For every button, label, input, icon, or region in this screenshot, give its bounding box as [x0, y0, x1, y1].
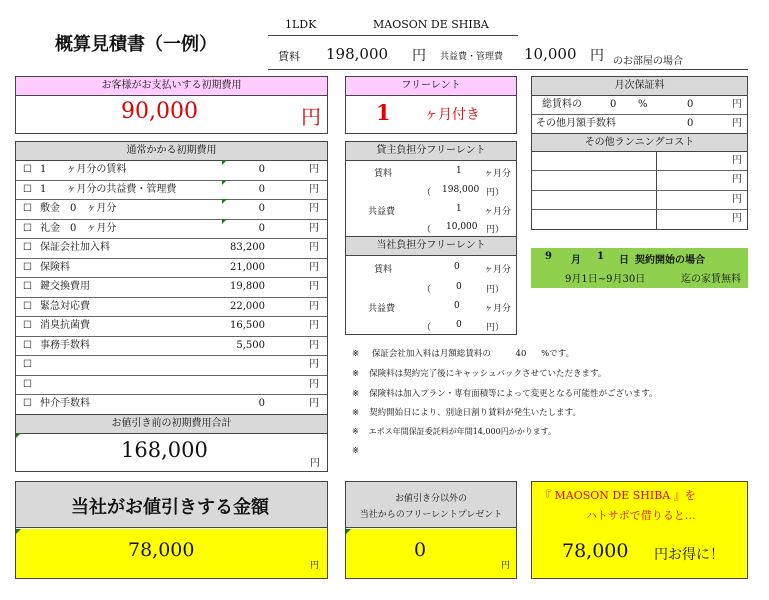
owner-rent-months-unit: ヶ月分 [484, 169, 512, 179]
cost-amount: 0 [258, 222, 265, 234]
cost-label: 1 ヶ月分の賃料 [40, 164, 127, 175]
cost-row [16, 199, 327, 220]
cost-label: 緊急対応費 [40, 300, 90, 312]
cost-unit: 円 [309, 164, 319, 175]
cost-row [16, 394, 327, 414]
owner-common-months-unit: ヶ月分 [484, 207, 512, 217]
cost-unit: 円 [309, 222, 319, 234]
company-rent-label: 賃料 [374, 265, 393, 275]
note-line [352, 367, 606, 379]
company-free-rent-box [345, 237, 517, 335]
contract-day: 1 [597, 251, 604, 262]
contract-range-suffix: 迄の家賃無料 [681, 274, 741, 285]
note-text: 保証会社加入料は月額総賃料の [371, 349, 491, 359]
company-free-rent-heading: 当社負担分フリーレント [346, 237, 516, 256]
cost-amount: 5,500 [236, 339, 265, 351]
checkbox[interactable]: ☐ [23, 164, 32, 175]
present-heading-1: お値引き分以外の [394, 494, 467, 504]
owner-rent-open: （ [422, 188, 432, 198]
note-line [352, 347, 574, 359]
contract-range: 9月1日~9月30日 [565, 274, 646, 285]
cost-label: 鍵交換費用 [40, 281, 90, 293]
present-heading-2: 当社からのフリーレントプレゼント [359, 510, 503, 520]
owner-rent-amount: 198,000 [442, 185, 480, 195]
savings-line2: ハトサポで借りると… [586, 509, 696, 522]
cost-label: 敷金 0 ヶ月分 [40, 203, 117, 215]
running-cost-unit: 円 [732, 193, 742, 205]
discount-heading: 当社がお値引きする金額 [71, 497, 269, 518]
guarantee-unit: 円 [732, 99, 742, 110]
owner-common-amount: 10,000 [446, 222, 478, 232]
cost-unit: 円 [309, 320, 319, 332]
standard-costs-box [15, 141, 328, 472]
property-name: MAOSON DE SHIBA [373, 18, 489, 31]
company-common-open: （ [422, 323, 432, 333]
cost-row [16, 219, 327, 240]
owner-rent-close: 円） [486, 188, 505, 198]
running-cost-row [532, 190, 747, 210]
company-common-months: 0 [454, 301, 460, 311]
running-cost-unit: 円 [732, 174, 742, 186]
common-fee-yen: 円 [590, 48, 604, 64]
notes [352, 347, 762, 467]
owner-free-rent-heading: 貸主負担分フリーレント [346, 142, 516, 161]
owner-rent-months: 1 [456, 166, 462, 176]
guarantee-row [532, 114, 747, 133]
note-mark: ※ [352, 446, 360, 456]
cost-row [16, 375, 327, 396]
cost-row [16, 238, 327, 259]
note-mark: ※ [352, 369, 360, 379]
cost-label: 仲介手数料 [40, 398, 90, 410]
cost-unit: 円 [309, 300, 319, 312]
guarantee-unit: 円 [732, 118, 742, 130]
note-line [352, 387, 657, 399]
guarantee-label: 総賃料の [542, 99, 582, 110]
discount-unit: 円 [310, 561, 320, 571]
running-cost-box [531, 134, 748, 230]
cost-amount: 0 [258, 164, 265, 175]
standard-costs-heading: 通常かかる初期費用 [16, 142, 327, 161]
cost-label: 事務手数料 [40, 339, 90, 351]
company-rent-months: 0 [454, 262, 460, 272]
note-mark: ※ [352, 427, 359, 436]
cost-amount: 21,000 [230, 261, 265, 273]
company-rent-open: （ [422, 285, 432, 295]
company-common-amount: 0 [456, 320, 462, 330]
present-amount: 0 [414, 539, 427, 561]
subtotal-amount: 168,000 [121, 438, 208, 462]
cost-row [16, 160, 327, 181]
company-rent-close: 円） [486, 285, 505, 295]
guarantee-amount: 0 [687, 118, 694, 130]
initial-payment-amount: 90,000 [121, 99, 198, 124]
layout-type: 1LDK [285, 18, 317, 31]
checkbox[interactable]: ☐ [23, 359, 32, 371]
cost-row [16, 180, 327, 201]
guarantee-row [532, 95, 747, 115]
note-mark: ※ [352, 408, 360, 418]
discount-box [15, 481, 328, 579]
header-suffix: のお部屋の場合 [613, 56, 683, 67]
rent-value: 198,000 [326, 45, 389, 63]
note-text: 保険料は加入プラン・専有面積等によって変更となる可能性がございます。 [369, 389, 658, 399]
company-rent-amount: 0 [456, 282, 462, 292]
cost-row [16, 316, 327, 337]
checkbox[interactable]: ☐ [23, 242, 32, 254]
cost-unit: 円 [309, 378, 319, 390]
note-pct: 40 [515, 349, 527, 359]
cost-unit: 円 [309, 242, 319, 254]
free-rent-months: 1 [376, 100, 391, 125]
note-text: %です。 [541, 349, 574, 359]
savings-close: 』を [673, 489, 696, 502]
common-fee-value: 10,000 [524, 45, 577, 63]
cost-row [16, 297, 327, 318]
running-cost-heading: その他ランニングコスト [532, 134, 747, 152]
guarantee-rate: 0 [610, 99, 617, 110]
savings-open: 『 [540, 489, 551, 502]
free-rent-heading: フリーレント [346, 77, 516, 96]
checkbox[interactable]: ☐ [23, 339, 32, 351]
cost-amount: 0 [258, 183, 265, 195]
note-text: エポス年間保証委託料が年間14,000円かかります。 [368, 427, 557, 436]
guarantee-label: その他月額手数料 [536, 118, 616, 130]
cost-label: 保険料 [40, 261, 70, 273]
owner-rent-label: 賃料 [374, 169, 393, 179]
present-box [345, 481, 517, 579]
rent-label: 賃料 [278, 50, 300, 63]
cost-unit: 円 [309, 359, 319, 371]
common-fee-label: 共益費・管理費 [440, 52, 504, 62]
initial-payment-unit: 円 [301, 105, 321, 129]
running-cost-row [532, 170, 747, 190]
checkbox[interactable]: ☐ [23, 398, 32, 410]
guarantee-amount: 0 [687, 99, 694, 110]
checkbox[interactable]: ☐ [23, 300, 32, 312]
cost-unit: 円 [309, 339, 319, 351]
guarantee-pct: % [638, 99, 648, 110]
note-line [352, 406, 581, 418]
rent-yen: 円 [412, 48, 426, 64]
note-mark: ※ [352, 349, 360, 359]
owner-free-rent-box [345, 141, 517, 237]
cost-unit: 円 [309, 203, 319, 215]
checkbox[interactable]: ☐ [23, 183, 32, 195]
owner-common-open: （ [422, 225, 432, 235]
free-rent-box [345, 76, 517, 134]
checkbox[interactable]: ☐ [23, 261, 32, 273]
cost-unit: 円 [309, 281, 319, 293]
cost-row [16, 277, 327, 298]
checkbox[interactable]: ☐ [23, 378, 32, 390]
cost-amount: 0 [258, 398, 265, 410]
savings-suffix: 円お得に！ [654, 547, 724, 563]
company-common-months-unit: ヶ月分 [484, 304, 512, 314]
cost-amount: 22,000 [230, 300, 265, 312]
cost-row [16, 355, 327, 376]
cost-unit: 円 [309, 261, 319, 273]
cost-unit: 円 [309, 183, 319, 195]
checkbox[interactable]: ☐ [23, 222, 32, 234]
cost-amount: 83,200 [230, 242, 265, 254]
savings-box [531, 481, 748, 579]
note-mark: ※ [352, 389, 360, 399]
owner-common-label: 共益費 [368, 207, 396, 217]
contract-suffix: 契約開始の場合 [635, 255, 705, 266]
owner-common-close: 円） [486, 225, 505, 235]
checkbox[interactable]: ☐ [23, 203, 32, 215]
cost-row [16, 258, 327, 279]
running-cost-row [532, 209, 747, 228]
checkbox[interactable]: ☐ [23, 320, 32, 332]
subtotal-unit: 円 [310, 458, 320, 469]
contract-month: 9 [545, 251, 552, 262]
initial-payment-box [15, 76, 328, 134]
savings-line1 [540, 487, 696, 503]
contract-day-label: 日 [619, 255, 629, 266]
present-unit: 円 [501, 561, 511, 571]
cost-amount: 19,800 [230, 281, 265, 293]
discount-amount: 78,000 [128, 539, 195, 561]
guarantee-box [531, 76, 748, 134]
contract-start-box [531, 248, 748, 288]
guarantee-heading: 月次保証料 [532, 77, 747, 96]
cost-amount: 0 [258, 203, 265, 215]
running-cost-unit: 円 [732, 155, 742, 166]
free-rent-suffix: ヶ月付き [424, 107, 480, 123]
company-common-label: 共益費 [368, 304, 396, 314]
cost-row [16, 336, 327, 357]
owner-common-months: 1 [456, 204, 462, 214]
note-line [352, 446, 369, 456]
cost-unit: 円 [309, 398, 319, 410]
note-text: 保険料は契約完了後にキャッシュバックさせていただきます。 [369, 369, 607, 379]
cost-label: 礼金 0 ヶ月分 [40, 222, 117, 234]
running-cost-unit: 円 [732, 213, 742, 225]
note-line [352, 426, 556, 437]
page-title: 概算見積書（一例） [55, 34, 217, 55]
running-cost-row [532, 151, 747, 171]
subtotal-heading: お値引き前の初期費用合計 [16, 414, 327, 434]
cost-amount: 16,500 [230, 320, 265, 332]
contract-month-label: 月 [571, 255, 581, 266]
note-text: 契約開始日により、別途日割り賃料が発生いたします。 [369, 408, 581, 418]
savings-name: MAOSON DE SHIBA [554, 489, 671, 502]
company-rent-months-unit: ヶ月分 [484, 265, 512, 275]
cost-label: 消臭抗菌費 [40, 320, 90, 332]
cost-label: 1 ヶ月分の共益費・管理費 [40, 183, 177, 195]
savings-amount: 78,000 [562, 540, 629, 562]
company-common-close: 円） [486, 323, 505, 333]
checkbox[interactable]: ☐ [23, 281, 32, 293]
initial-payment-heading: お客様がお支払いする初期費用 [16, 77, 327, 96]
cost-label: 保証会社加入料 [40, 242, 110, 254]
